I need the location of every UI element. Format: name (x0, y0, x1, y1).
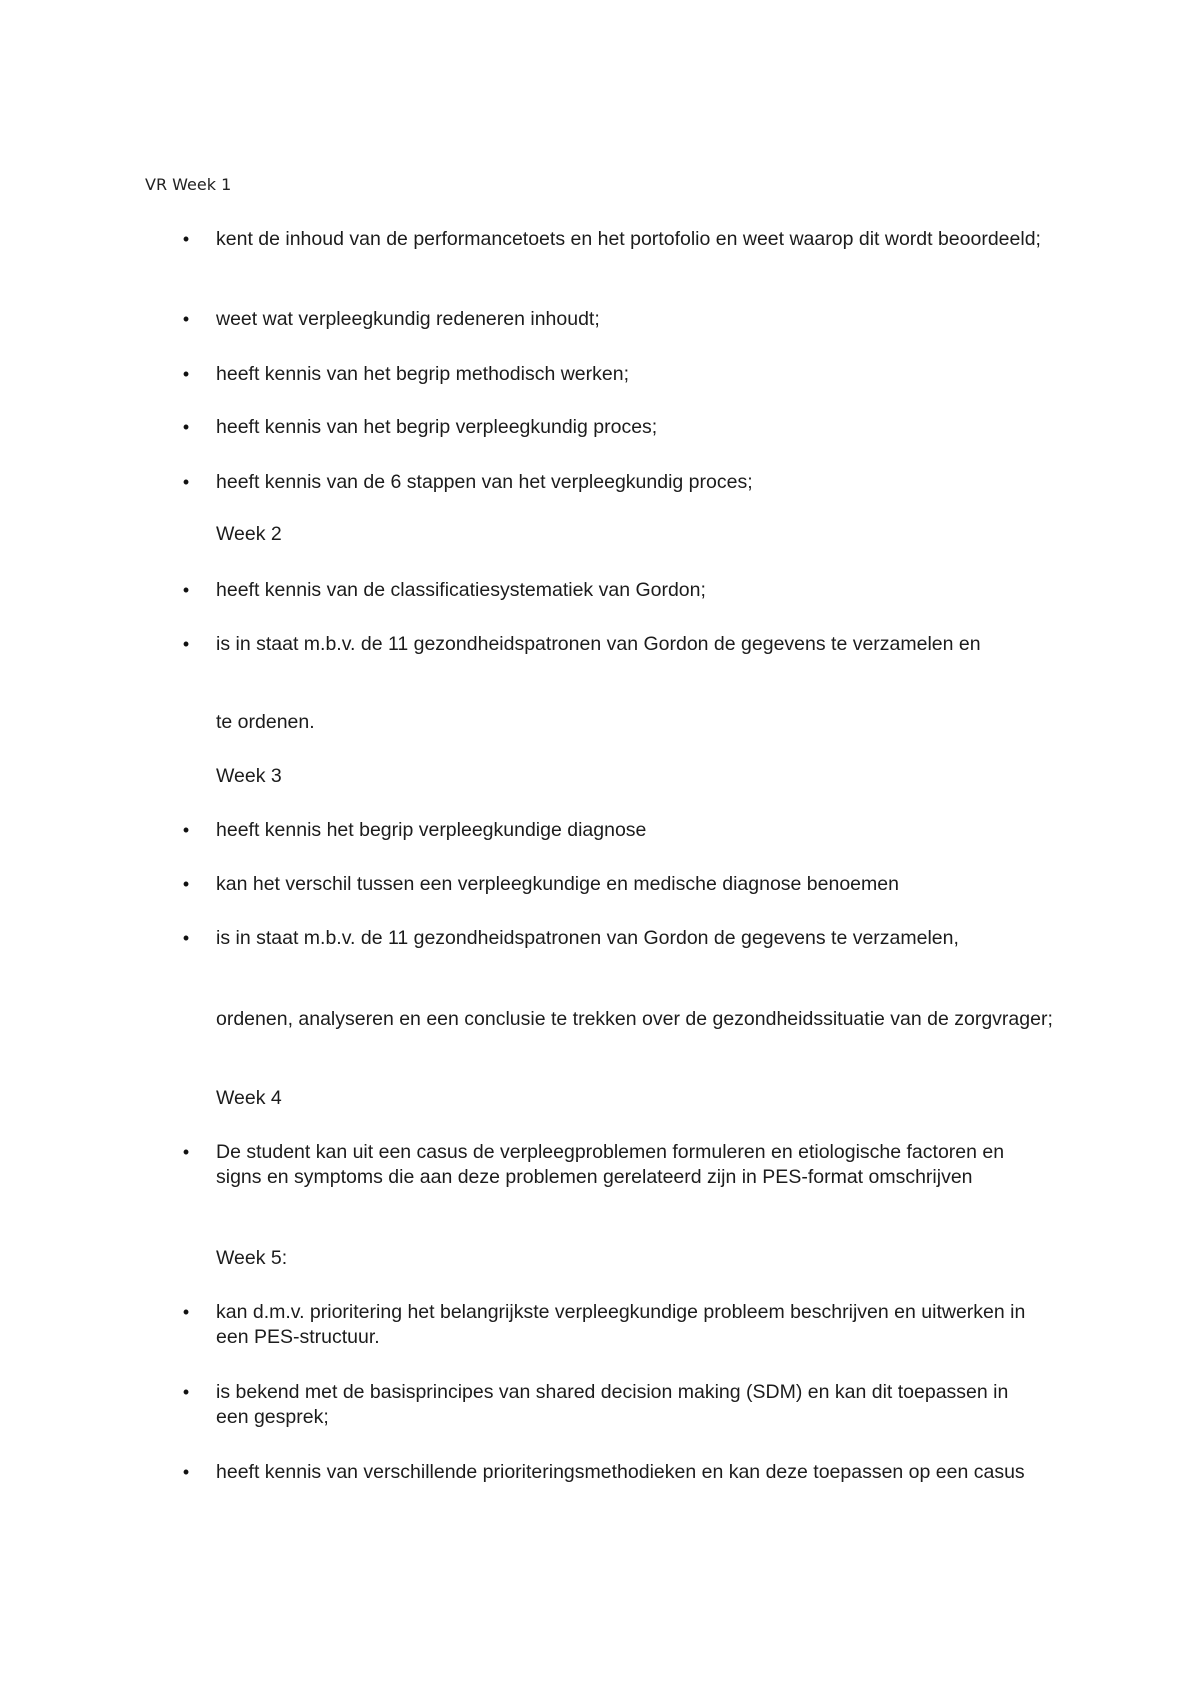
bullet-icon: • (182, 472, 190, 492)
bullet-icon: • (182, 229, 190, 249)
week-heading: Week 5: (216, 1247, 288, 1269)
list-item: heeft kennis van de classificatiesystematiek van Gordon; (216, 579, 706, 601)
list-item: heeft kennis het begrip verpleegkundige diagnose (216, 819, 647, 841)
bullet-icon: • (182, 580, 190, 600)
list-item: is in staat m.b.v. de 11 gezondheidspatronen van Gordon de gegevens te verzamelen en (216, 633, 981, 655)
continuation-text: te ordenen. (216, 711, 315, 733)
bullet-icon: • (182, 928, 190, 948)
week-heading: Week 3 (216, 765, 282, 787)
bullet-icon: • (182, 1382, 190, 1402)
document-title: VR Week 1 (145, 175, 232, 194)
list-item: heeft kennis van het begrip verpleegkundig proces; (216, 416, 658, 438)
list-item: heeft kennis van het begrip methodisch werken; (216, 363, 629, 385)
list-item: kan d.m.v. prioritering het belangrijkste verpleegkundige probleem beschrijven en uitwerken in een PES-structuur. (216, 1301, 1026, 1348)
list-item: kent de inhoud van de performancetoets en het portofolio en weet waarop dit wordt beoordeeld; (216, 228, 1041, 250)
bullet-icon: • (182, 309, 190, 329)
week-heading: Week 2 (216, 523, 282, 545)
bullet-icon: • (182, 634, 190, 654)
list-item: heeft kennis van de 6 stappen van het verpleegkundig proces; (216, 471, 753, 493)
list-item: kan het verschil tussen een verpleegkundige en medische diagnose benoemen (216, 873, 899, 895)
list-item: is in staat m.b.v. de 11 gezondheidspatronen van Gordon de gegevens te verzamelen, (216, 927, 959, 949)
list-item: weet wat verpleegkundig redeneren inhoudt; (216, 308, 600, 330)
list-item: De student kan uit een casus de verpleegproblemen formuleren en etiologische factoren en signs en symptoms die aan deze problemen gerelateerd zijn in PES-format omschrijven (216, 1141, 1005, 1188)
bullet-icon: • (182, 364, 190, 384)
bullet-icon: • (182, 820, 190, 840)
bullet-icon: • (182, 1462, 190, 1482)
list-item: heeft kennis van verschillende prioriteringsmethodieken en kan deze toepassen op een casus (216, 1461, 1025, 1483)
bullet-icon: • (182, 1302, 190, 1322)
week-heading: Week 4 (216, 1087, 282, 1109)
bullet-icon: • (182, 1142, 190, 1162)
list-item: is bekend met de basisprincipes van shared decision making (SDM) en kan dit toepassen in een gesprek; (216, 1381, 1009, 1428)
bullet-icon: • (182, 417, 190, 437)
bullet-icon: • (182, 874, 190, 894)
continuation-text: ordenen, analyseren en een conclusie te trekken over de gezondheidssituatie van de zorgvrager; (216, 1008, 1053, 1030)
